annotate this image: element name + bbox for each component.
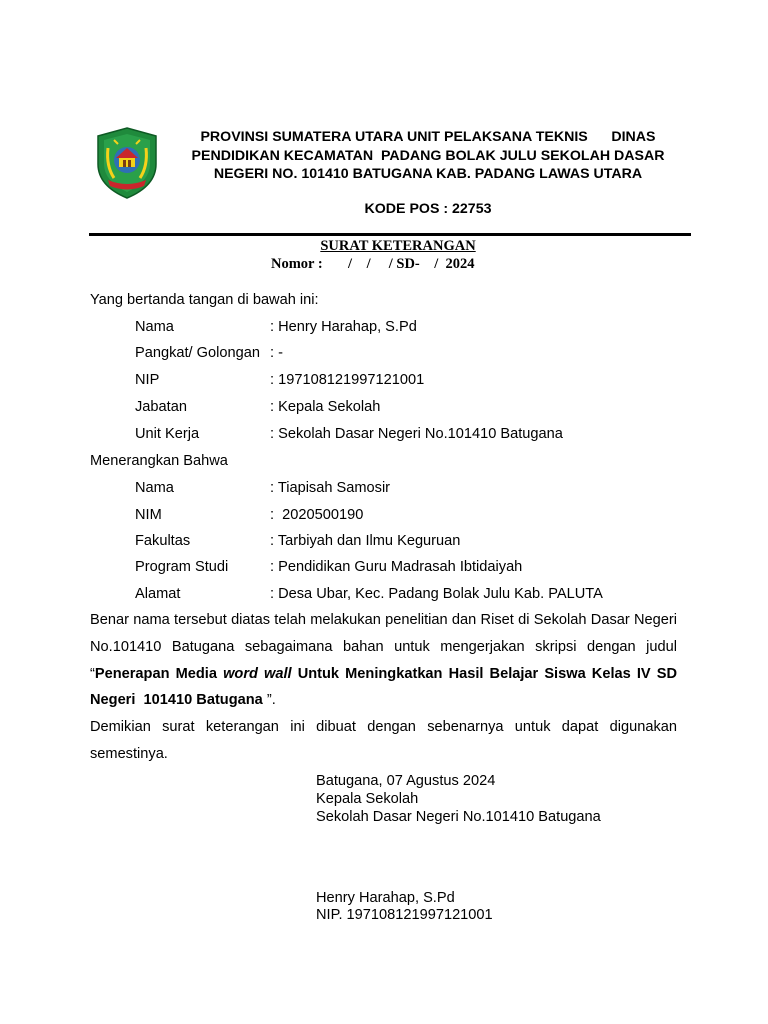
body-paragraph-1-text: Benar nama tersebut diatas telah melakukan penelitian dan Riset di Sekolah Dasar Negeri No.101410 Batugana sebagaimana bahan untuk mengerjakan skripsi dengan judul “ [90,612,677,682]
signatory-value-pangkat: : - [270,345,283,361]
signatory-label-nama: Nama [135,319,174,335]
signatory-value-nip: : 197108121997121001 [270,372,425,388]
student-value-alamat: : Desa Ubar, Kec. Padang Bolak Julu Kab. PALUTA [270,586,603,602]
signatory-value-jabatan: : Kepala Sekolah [270,399,381,415]
student-value-fakultas: : Tarbiyah dan Ilmu Keguruan [270,533,461,549]
student-label-fakultas: Fakultas [135,533,191,549]
signature-name: Henry Harahap, S.Pd [316,890,455,906]
student-value-nama: : Tiapisah Samosir [270,480,391,496]
postal-code: KODE POS : 22753 [364,201,492,217]
body-paragraph-1 [90,607,682,714]
letter-number: Nomor : / / / SD- / 2024 [271,256,475,272]
signature-institution: Sekolah Dasar Negeri No.101410 Batugana [316,809,601,825]
signatory-label-pangkat: Pangkat/ Golongan [135,345,260,361]
signatory-value-unit-kerja: : Sekolah Dasar Negeri No.101410 Batugana [270,426,563,442]
letterhead-title [168,128,688,184]
signatory-label-nip: NIP [135,372,160,388]
student-intro: Menerangkan Bahwa [90,453,228,469]
letter-title: SURAT KETERANGAN [320,238,476,254]
student-label-nim: NIM [135,507,162,523]
signatory-label-unit-kerja: Unit Kerja [135,426,200,442]
student-value-nim: : 2020500190 [270,507,364,523]
body-paragraph-2: Demikian surat keterangan ini dibuat dengan sebenarnya untuk dapat digunakan semestinya. [90,719,677,762]
signature-nip: NIP. 197108121997121001 [316,907,493,923]
letterhead-divider [89,233,691,236]
student-value-program-studi: : Pendidikan Guru Madrasah Ibtidaiyah [270,559,523,575]
thesis-title-italic: word wall [223,665,292,682]
letterhead-line-3: NEGERI NO. 101410 BATUGANA KAB. PADANG LAWAS UTARA [213,166,643,182]
letterhead-line-1: PROVINSI SUMATERA UTARA UNIT PELAKSANA TEKNIS DINAS [200,129,656,145]
student-label-program-studi: Program Studi [135,559,229,575]
student-label-alamat: Alamat [135,586,181,602]
signature-place-date: Batugana, 07 Agustus 2024 [316,773,496,789]
letterhead-line-2: PENDIDIKAN KECAMATAN PADANG BOLAK JULU SEKOLAH DASAR [191,147,665,164]
regency-coat-of-arms-icon [94,126,160,200]
signature-position: Kepala Sekolah [316,791,419,807]
student-label-nama: Nama [135,480,174,496]
body-paragraph-1-end: ”. [262,692,276,709]
signatory-intro: Yang bertanda tangan di bawah ini: [90,292,319,308]
signatory-value-nama: : Henry Harahap, S.Pd [270,319,417,335]
signatory-label-jabatan: Jabatan [135,399,187,415]
thesis-title-part-2: Untuk Meningkatkan Hasil Belajar Siswa Kelas IV SD Negeri 101410 Batugana [90,665,682,709]
thesis-title-part-1: Penerapan Media [94,665,224,682]
